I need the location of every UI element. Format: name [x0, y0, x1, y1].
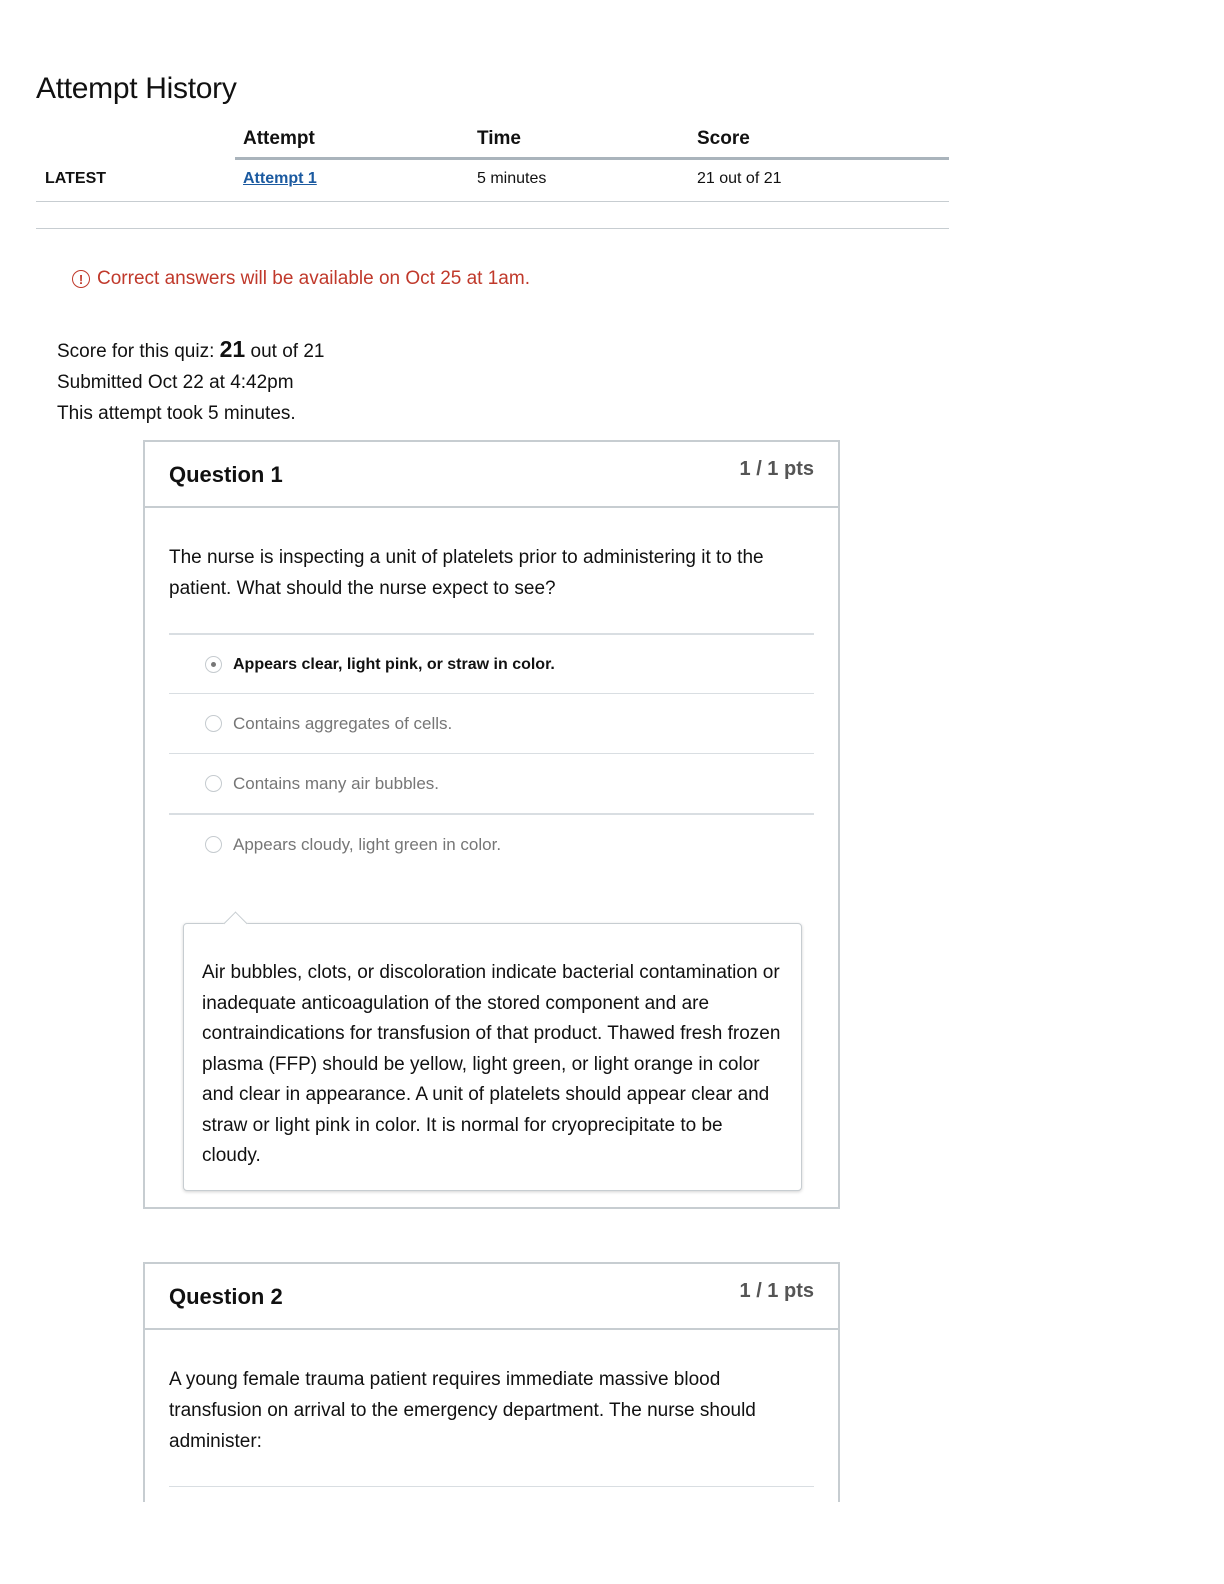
table-row — [36, 160, 949, 202]
correct-answers-notice — [72, 268, 530, 290]
attempt-score: 21 out of 21 — [697, 170, 782, 187]
radio-icon[interactable] — [205, 836, 222, 853]
alert-circle-icon: ! — [72, 270, 90, 288]
page-title: Attempt History — [36, 72, 237, 105]
question-card-2 — [143, 1262, 840, 1502]
score-suffix: out of 21 — [245, 341, 325, 362]
attempt-1-link[interactable]: Attempt 1 — [243, 170, 317, 187]
section-divider — [36, 228, 949, 229]
answer-label: Appears cloudy, light green in color. — [233, 835, 502, 854]
attempt-time: 5 minutes — [477, 170, 547, 187]
submitted-time: Submitted Oct 22 at 4:42pm — [57, 372, 294, 393]
radio-selected-icon[interactable] — [205, 656, 222, 673]
attempt-history-table — [36, 124, 949, 202]
score-value: 21 — [219, 336, 246, 362]
answer-label: Appears clear, light pink, or straw in color. — [233, 656, 555, 673]
column-header-time: Time — [477, 128, 522, 149]
answer-option[interactable] — [169, 753, 814, 813]
radio-icon[interactable] — [205, 775, 222, 792]
quiz-score — [57, 334, 324, 367]
quiz-summary — [57, 334, 324, 429]
radio-icon[interactable] — [205, 715, 222, 732]
question-points: 1 / 1 pts — [739, 1280, 814, 1302]
latest-badge: LATEST — [45, 170, 107, 187]
notice-text: Correct answers will be available on Oct 25 at 1am. — [97, 268, 530, 289]
comment-pointer — [223, 911, 247, 935]
question-points: 1 / 1 pts — [739, 458, 814, 480]
attempt-duration: This attempt took 5 minutes. — [57, 403, 296, 424]
answer-label: Contains many air bubbles. — [233, 774, 440, 793]
answer-label: Contains aggregates of cells. — [233, 714, 453, 733]
question-text: The nurse is inspecting a unit of platelets prior to administering it to the patient. What should the nurse expect to see? — [169, 547, 764, 599]
answer-comment — [183, 923, 802, 1191]
comment-text: Air bubbles, clots, or discoloration indicate bacterial contamination or inadequate anticoagulation of the stored component and are contraindications for transfusion of that product. Thawed fresh frozen plasma (FFP) should be yellow, light green, or light orange in color and clear in appearance. A unit of platelets should appear clear and straw or light pink in color. It is normal for cryoprecipitate to be cloudy. — [202, 962, 781, 1166]
column-header-attempt: Attempt — [243, 128, 315, 149]
answer-option[interactable] — [169, 693, 814, 753]
answer-option[interactable] — [169, 633, 814, 693]
answer-option[interactable] — [169, 813, 814, 873]
question-text: A young female trauma patient requires immediate massive blood transfusion on arrival to the emergency department. The nurse should administer: — [169, 1369, 756, 1452]
answer-divider — [169, 1486, 814, 1487]
attempt-history-header-row — [36, 124, 949, 160]
question-title: Question 1 — [169, 462, 283, 487]
column-header-score: Score — [697, 128, 750, 149]
question-header — [145, 442, 838, 508]
question-card-1 — [143, 440, 840, 1209]
answer-list — [169, 633, 814, 873]
score-prefix: Score for this quiz: — [57, 341, 220, 362]
question-header — [145, 1264, 838, 1330]
question-title: Question 2 — [169, 1284, 283, 1309]
